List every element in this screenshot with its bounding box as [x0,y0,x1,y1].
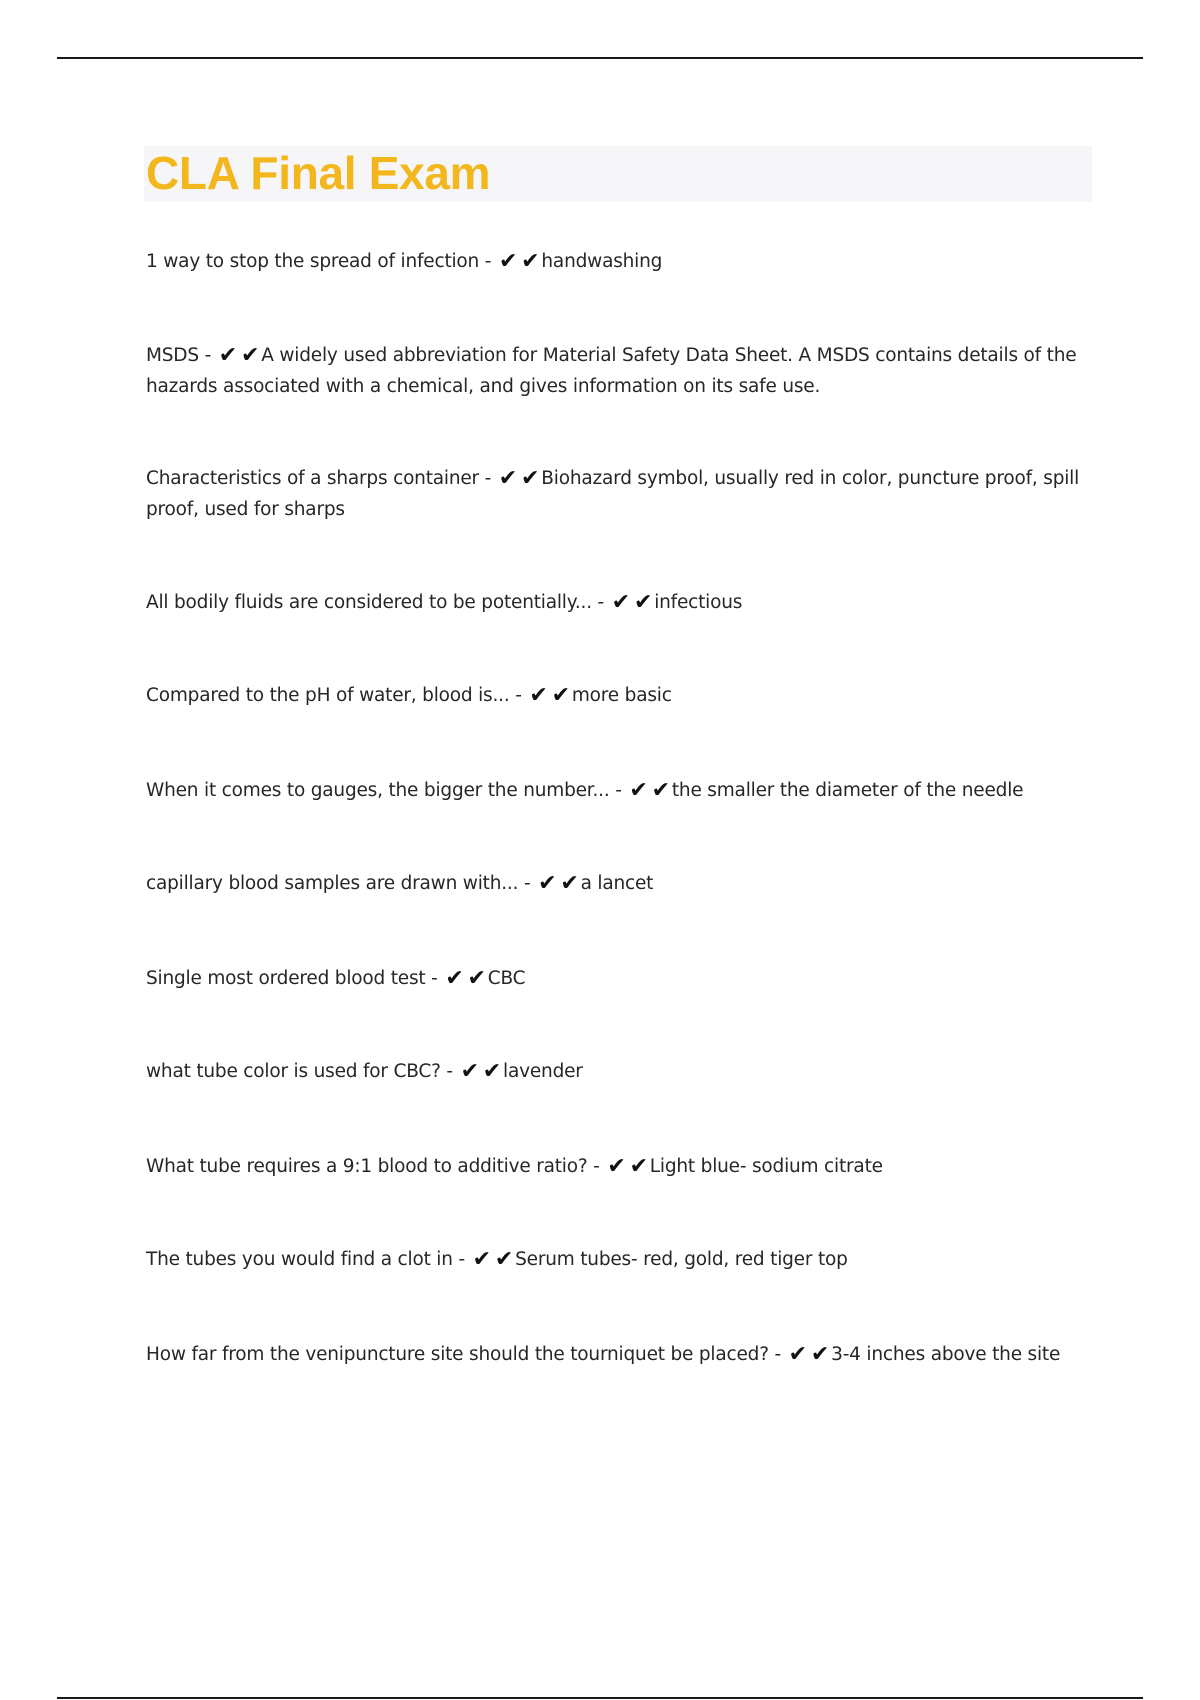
qa-item-11 [146,1244,1096,1275]
qa-item-5 [146,680,1096,711]
check-mark-icon: ✔ [460,1059,479,1084]
question-text: what tube color is used for CBC? [146,1061,441,1082]
separator: - [609,780,628,801]
qa-item-2 [146,340,1096,402]
separator: - [440,1061,459,1082]
question-text: capillary blood samples are drawn with... [146,873,519,894]
document-title: CLA Final Exam [146,147,491,199]
answer-text: CBC [487,968,526,989]
question-text: Single most ordered blood test [146,968,426,989]
question-text: What tube requires a 9:1 blood to additive ratio? [146,1156,588,1177]
answer-text: Light blue- sodium citrate [649,1156,883,1177]
question-text: When it comes to gauges, the bigger the number... [146,780,610,801]
question-text: All bodily fluids are considered to be potentially... [146,592,592,613]
check-mark-icon: ✔ [472,1247,491,1272]
answer-text: infectious [654,592,743,613]
check-mark-icon: ✔ [560,871,579,896]
answer-text: A widely used abbreviation for Material Safety Data Sheet. A MSDS contains details of the hazards associated with a chemical, and gives information on its safe use. [146,345,1077,397]
check-mark-icon: ✔ [218,343,237,368]
qa-item-6 [146,775,1096,806]
separator: - [479,251,497,272]
check-mark-icon: ✔ [521,466,540,491]
answer-text: 3-4 inches above the site [831,1344,1061,1365]
check-mark-icon: ✔ [629,778,648,803]
check-mark-icon: ✔ [529,683,548,708]
check-mark-icon: ✔ [498,249,518,274]
check-mark-icon: ✔ [607,1154,626,1179]
separator: - [198,345,217,366]
question-text: MSDS [146,345,199,366]
answer-text: handwashing [541,251,663,272]
separator: - [768,1344,787,1365]
check-mark-icon: ✔ [467,966,486,991]
qa-item-9 [146,1056,1096,1087]
check-mark-icon: ✔ [651,778,670,803]
qa-item-7 [146,868,1096,899]
answer-text: a lancet [580,873,654,894]
check-mark-icon: ✔ [240,343,260,368]
check-mark-icon: ✔ [521,249,540,274]
qa-item-10 [146,1151,1096,1182]
check-mark-icon: ✔ [629,1154,648,1179]
header-rule [57,57,1143,59]
check-mark-icon: ✔ [633,590,653,615]
check-mark-icon: ✔ [498,466,518,491]
question-text: How far from the venipuncture site should the tourniquet be placed? [146,1344,769,1365]
question-text: Compared to the pH of water, blood is... [146,685,510,706]
separator: - [452,1249,471,1270]
separator: - [478,468,497,489]
qa-item-8 [146,963,1096,994]
check-mark-icon: ✔ [551,683,570,708]
check-mark-icon: ✔ [810,1342,830,1367]
separator: - [509,685,528,706]
qa-item-1 [146,246,1096,277]
question-text: 1 way to stop the spread of infection [146,251,480,272]
qa-item-3 [146,463,1096,525]
check-mark-icon: ✔ [494,1247,514,1272]
qa-item-12 [146,1339,1096,1370]
check-mark-icon: ✔ [538,871,557,896]
qa-item-4 [146,587,1096,618]
answer-text: more basic [571,685,672,706]
check-mark-icon: ✔ [445,966,464,991]
question-text: Characteristics of a sharps container [146,468,479,489]
answer-text: Serum tubes- red, gold, red tiger top [515,1249,848,1270]
answer-text: lavender [503,1061,583,1082]
answer-text: Biohazard symbol, usually red in color, puncture proof, spill proof, used for sharps [146,468,1080,520]
separator: - [587,1156,606,1177]
separator: - [425,968,444,989]
separator: - [518,873,537,894]
answer-text: the smaller the diameter of the needle [671,780,1024,801]
check-mark-icon: ✔ [788,1342,807,1367]
question-text: The tubes you would find a clot in [146,1249,453,1270]
check-mark-icon: ✔ [482,1059,502,1084]
check-mark-icon: ✔ [611,590,630,615]
separator: - [591,592,610,613]
footer-rule [57,1697,1143,1699]
